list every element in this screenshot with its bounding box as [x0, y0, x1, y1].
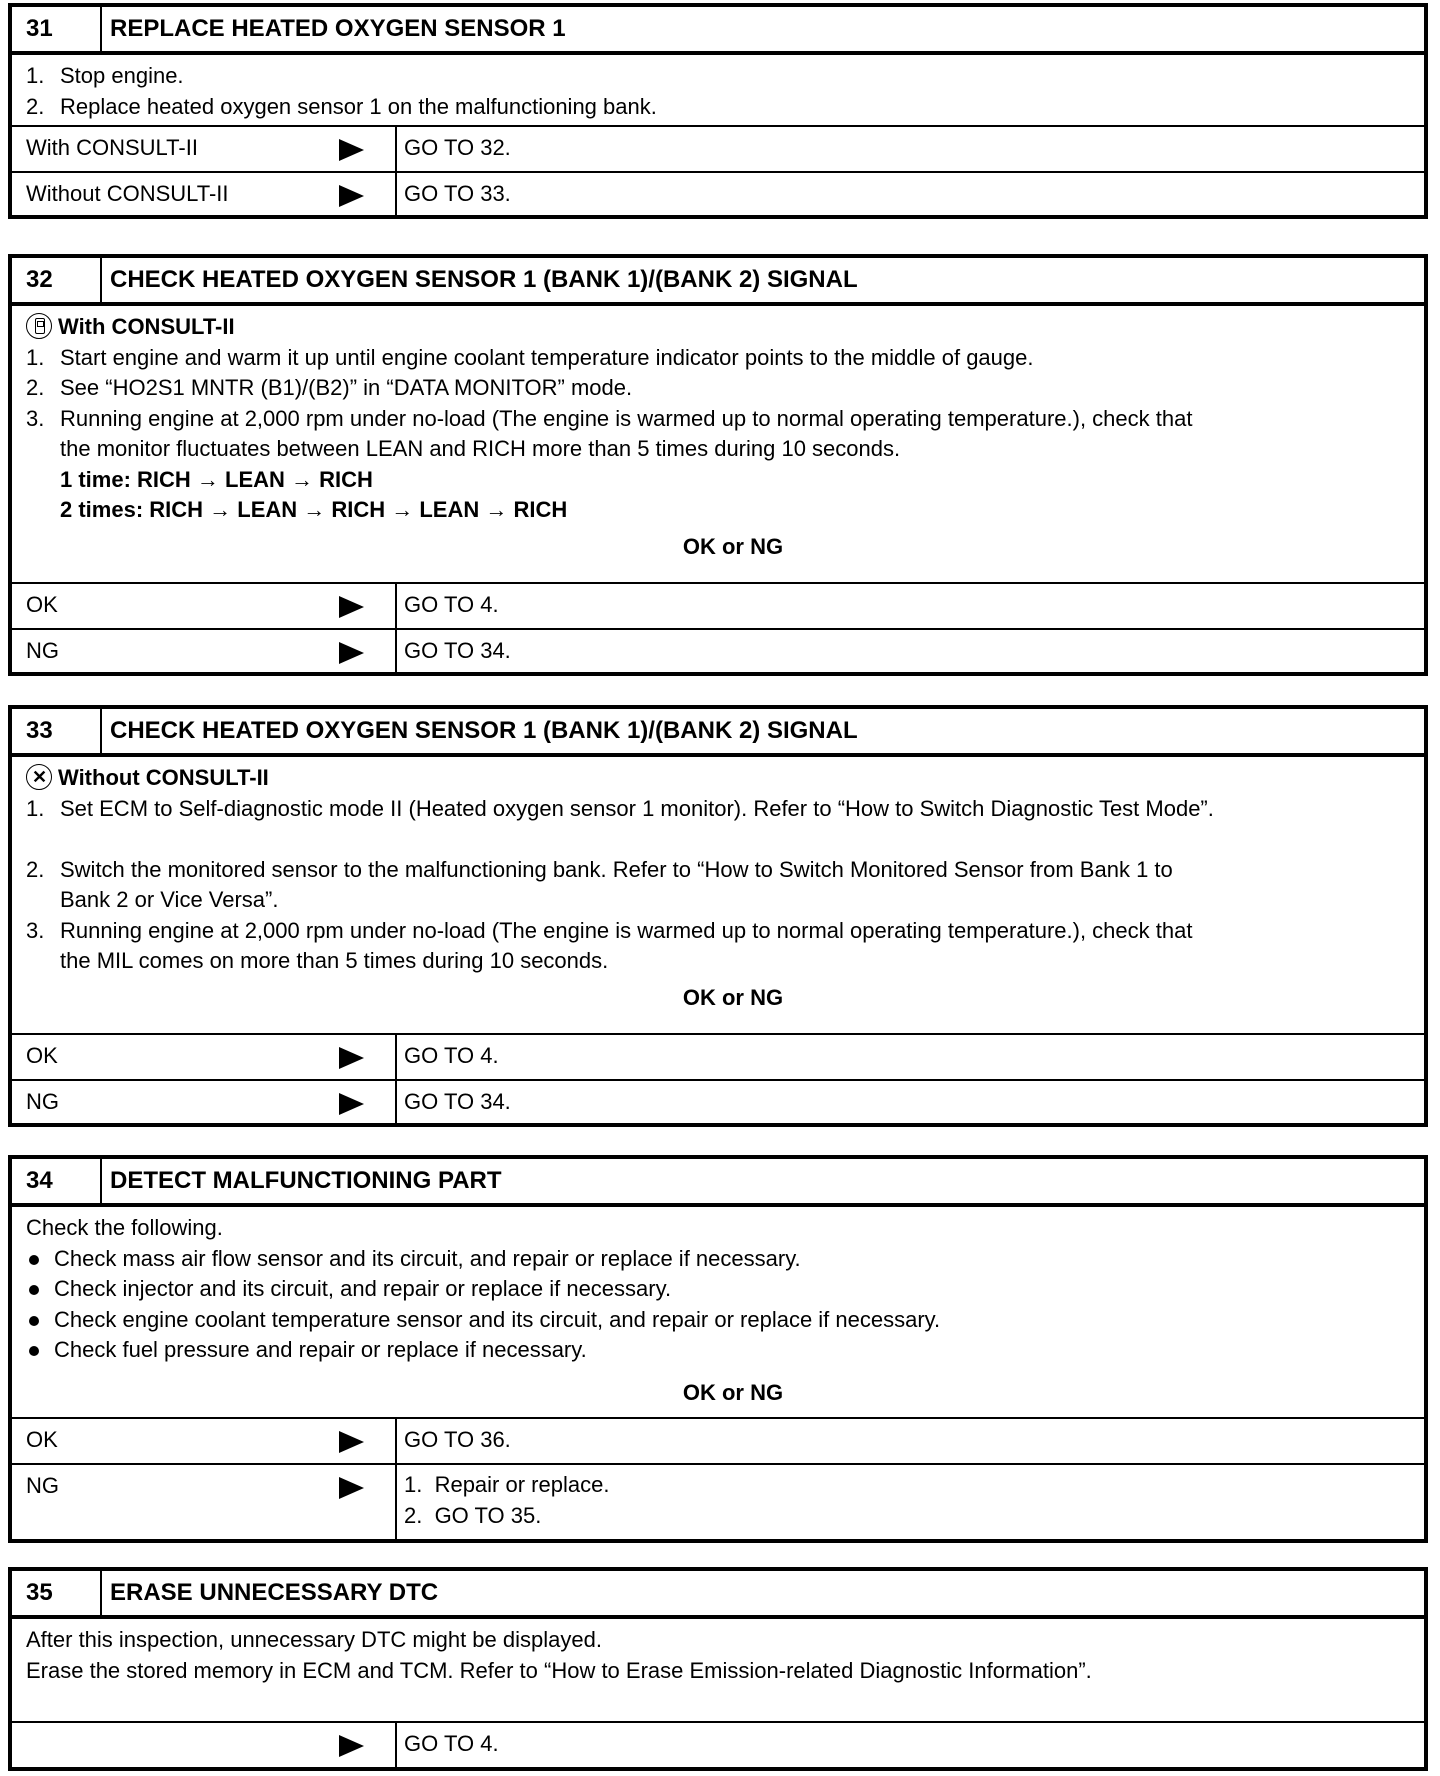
condition-text: OK: [26, 592, 58, 617]
item-number: 2.: [26, 856, 45, 882]
condition-label: [12, 584, 397, 628]
result-row-ok[interactable]: [12, 1419, 1424, 1463]
item-number: 3.: [26, 405, 45, 431]
example-line: 2 times: RICH → LEAN → RICH → LEAN → RICH: [60, 497, 568, 522]
item-text: Replace heated oxygen sensor 1 on the malfunctioning bank.: [60, 93, 657, 119]
bullet-icon: [26, 1305, 54, 1336]
item-text: Set ECM to Self-diagnostic mode II (Heated oxygen sensor 1 monitor). Refer to “How to Switch Diagnostic Test Mode”.: [60, 795, 1214, 821]
arrow-right-icon: [339, 1477, 364, 1499]
result-row-ng[interactable]: [12, 1079, 1424, 1123]
consult-ii-icon: [26, 313, 52, 339]
goto-link[interactable]: GO TO 32.: [404, 135, 511, 160]
goto-link[interactable]: GO TO 34.: [404, 638, 511, 663]
step-33-block: [8, 705, 1428, 1127]
step-body: [12, 1619, 1424, 1723]
bullet-text: Check engine coolant temperature sensor and its circuit, and repair or replace if necessary.: [54, 1306, 941, 1332]
step-body: [12, 1207, 1424, 1419]
mode-text: With CONSULT-II: [58, 314, 235, 339]
condition-label: [12, 1419, 397, 1463]
item-number: 1.: [26, 344, 45, 370]
intro-text: Check the following.: [26, 1215, 223, 1240]
condition-label: [12, 1081, 397, 1123]
bullet-text: Check fuel pressure and repair or replace if necessary.: [54, 1337, 587, 1362]
step-item: [26, 855, 1410, 886]
example-line: 1 time: RICH → LEAN → RICH: [60, 466, 373, 492]
arrow-right-icon: [339, 139, 364, 161]
item-number: 2.: [26, 93, 45, 119]
goto-link[interactable]: GO TO 33.: [404, 181, 511, 206]
step-header: [12, 258, 1424, 306]
item-text-continued: Bank 2 or Vice Versa”.: [60, 887, 279, 912]
arrow-right-icon: [339, 642, 364, 664]
bullet-text: Check injector and its circuit, and repair or replace if necessary.: [54, 1276, 672, 1301]
item-text-continued: the monitor fluctuates between LEAN and RICH more than 5 times during 10 seconds.: [60, 436, 901, 461]
step-title: CHECK HEATED OXYGEN SENSOR 1 (BANK 1)/(BANK 2) SIGNAL: [110, 717, 858, 744]
step-header: [12, 7, 1424, 55]
condition-text: OK: [26, 1427, 58, 1452]
condition-text: With CONSULT-II: [26, 135, 198, 160]
step-title: REPLACE HEATED OXYGEN SENSOR 1: [110, 15, 566, 42]
item-text-continued: the MIL comes on more than 5 times during 10 seconds.: [60, 948, 609, 973]
bullet-item: [26, 1274, 1410, 1305]
item-text: See “HO2S1 MNTR (B1)/(B2)” in “DATA MONITOR” mode.: [60, 375, 633, 400]
condition-text: OK: [26, 1043, 58, 1068]
bullet-icon: [26, 1274, 54, 1305]
arrow-right-icon: [339, 185, 364, 207]
step-body: [12, 306, 1424, 584]
arrow-right-icon: [339, 1047, 364, 1069]
step-35-block: [8, 1567, 1428, 1771]
condition-text: Without CONSULT-II: [26, 181, 229, 206]
ok-ng-label: OK or NG: [682, 984, 784, 1010]
result-rows: [12, 1035, 1424, 1123]
spacer: [26, 824, 1410, 855]
item-number: 1.: [26, 63, 45, 88]
item-text: Start engine and warm it up until engine coolant temperature indicator points to the middle of gauge.: [60, 344, 1034, 370]
ok-ng-label: OK or NG: [682, 533, 784, 559]
mode-label: [26, 312, 1410, 343]
step-header: [12, 1159, 1424, 1207]
step-item: [26, 343, 1410, 374]
step-item: [26, 794, 1410, 825]
result-rows: [12, 127, 1424, 215]
step-item: [26, 373, 1410, 404]
result-row[interactable]: [12, 127, 1424, 171]
arrow-right-icon: [339, 1431, 364, 1453]
goto-link[interactable]: GO TO 34.: [404, 1089, 511, 1114]
body-text: Erase the stored memory in ECM and TCM. Refer to “How to Erase Emission-related Diagnostic Information”.: [26, 1657, 1092, 1683]
item-text: Running engine at 2,000 rpm under no-load (The engine is warmed up to normal operating temperature.), check that: [60, 917, 1193, 943]
step-body: [12, 757, 1424, 1035]
condition-label: [12, 1465, 397, 1539]
step-item: [26, 61, 1410, 92]
condition-text: NG: [26, 1473, 59, 1498]
condition-label: [12, 630, 397, 672]
goto-link[interactable]: 2. GO TO 35.: [404, 1502, 542, 1528]
result-row-ng[interactable]: [12, 1463, 1424, 1539]
step-31-block: [8, 3, 1428, 219]
goto-link[interactable]: GO TO 4.: [404, 1731, 499, 1756]
item-number: 1.: [26, 795, 45, 821]
item-text: Stop engine.: [60, 63, 184, 88]
bullet-item: [26, 1305, 1410, 1336]
item-number: 3.: [26, 917, 45, 943]
arrow-right-icon: [339, 1093, 364, 1115]
step-number: 34: [12, 1159, 102, 1203]
step-item: [26, 404, 1410, 435]
result-rows: [12, 1723, 1424, 1767]
mode-label: [26, 763, 1410, 794]
condition-label: [12, 1723, 397, 1767]
body-text: After this inspection, unnecessary DTC might be displayed.: [26, 1627, 602, 1652]
ok-ng-label: OK or NG: [682, 1379, 784, 1405]
goto-link[interactable]: GO TO 36.: [404, 1427, 511, 1452]
result-row-ok[interactable]: [12, 584, 1424, 628]
result-row-ng[interactable]: [12, 628, 1424, 672]
item-number: 2.: [26, 375, 45, 400]
goto-link[interactable]: GO TO 4.: [404, 592, 499, 617]
condition-text: NG: [26, 638, 59, 663]
bullet-item: [26, 1244, 1410, 1275]
condition-label: [12, 127, 397, 171]
item-text: Running engine at 2,000 rpm under no-load (The engine is warmed up to normal operating temperature.), check that: [60, 405, 1193, 431]
result-row-ok[interactable]: [12, 1035, 1424, 1079]
step-item: [26, 92, 1410, 123]
item-text: Switch the monitored sensor to the malfunctioning bank. Refer to “How to Switch Monitored Sensor from Bank 1 to: [60, 856, 1173, 882]
step-34-block: [8, 1155, 1428, 1543]
result-rows: [12, 1419, 1424, 1539]
step-number: 35: [12, 1571, 102, 1615]
arrow-right-icon: [339, 596, 364, 618]
condition-label: [12, 1035, 397, 1079]
no-consult-ii-icon: [26, 764, 52, 790]
step-item: [26, 916, 1410, 947]
mode-text: Without CONSULT-II: [58, 765, 269, 790]
step-title: ERASE UNNECESSARY DTC: [110, 1579, 439, 1606]
step-number: 32: [12, 258, 102, 302]
goto-link[interactable]: GO TO 4.: [404, 1043, 499, 1068]
bullet-icon: [26, 1335, 54, 1366]
condition-label: [12, 173, 397, 215]
step-body: [12, 55, 1424, 127]
bullet-text: Check mass air flow sensor and its circuit, and repair or replace if necessary.: [54, 1245, 801, 1271]
result-row[interactable]: [12, 1723, 1424, 1767]
step-number: 33: [12, 709, 102, 753]
step-header: [12, 1571, 1424, 1619]
step-number: 31: [12, 7, 102, 51]
step-title: DETECT MALFUNCTIONING PART: [110, 1167, 502, 1194]
bullet-item: [26, 1335, 1410, 1366]
action-item: 1. Repair or replace.: [404, 1472, 610, 1497]
bullet-icon: [26, 1244, 54, 1275]
step-32-block: [8, 254, 1428, 676]
step-title: CHECK HEATED OXYGEN SENSOR 1 (BANK 1)/(BANK 2) SIGNAL: [110, 266, 858, 293]
result-rows: [12, 584, 1424, 672]
arrow-right-icon: [339, 1735, 364, 1757]
result-row[interactable]: [12, 171, 1424, 215]
ng-actions: [397, 1465, 609, 1539]
condition-text: NG: [26, 1089, 59, 1114]
step-header: [12, 709, 1424, 757]
